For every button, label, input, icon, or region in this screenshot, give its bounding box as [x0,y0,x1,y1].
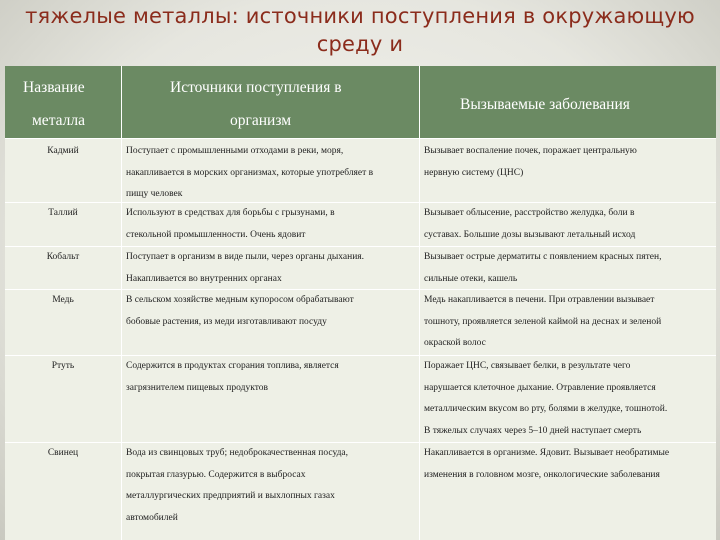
source-line: В сельском хозяйстве медным купоросом обрабатывают [126,295,354,305]
source-line: пищу человек [126,189,183,200]
source-line: стекольной промышленности. Очень ядовит [126,229,306,240]
source-text [126,141,373,206]
source-line: накапливается в морских организмах, которые употребляет в [126,167,374,178]
source-text [126,356,339,399]
disease-line: сильные отеки, кашель [424,273,518,284]
disease-text [424,443,669,486]
disease-text [424,247,661,290]
metal-name: Кадмий [47,146,79,156]
disease-line: Медь накапливается в печени. При отравлении вызывает [424,295,655,305]
source-line: покрытая глазурью. Содержится в выбросах [126,469,306,480]
header-disease: Вызываемые заболевания [460,96,630,113]
disease-line: Вызывает воспаление почек, поражает центральную [424,146,637,156]
metal-name: Свинец [47,448,79,458]
disease-text [424,203,635,246]
metals-table [5,66,716,540]
header-source-line-2: организм [230,112,292,129]
source-line: загрязнителем пищевых продуктов [126,382,268,393]
disease-text [424,141,637,184]
disease-line: нервную систему (ЦНС) [424,167,524,178]
disease-line: окраской волос [424,338,486,349]
source-line: Используют в средствах для борьбы с грызунами, в [126,208,335,218]
header-cell-source [122,66,419,138]
disease-line: В тяжелых случаях через 5–10 дней наступает смерть [424,426,642,437]
source-line: автомобилей [126,513,178,524]
disease-line: суставах. Большие дозы вызывают летальный исход [424,229,636,240]
source-line: Вода из свинцовых труб; недоброкачественная посуда, [126,448,349,458]
source-line: Содержится в продуктах сгорания топлива, является [126,361,339,371]
disease-line: нарушается клеточное дыхание. Отравление проявляется [424,382,656,393]
disease-text [424,356,667,443]
source-line: металлургических предприятий и выхлопных газах [126,491,335,502]
disease-line: Накапливается в организме. Ядовит. Вызывает необратимые [424,448,670,458]
disease-line: Поражает ЦНС, связывает белки, в результате чего [424,361,631,371]
source-line: Поступает с промышленными отходами в реки, моря, [126,146,344,156]
header-name-line-1: Название [23,79,85,96]
metal-name: Кобальт [46,252,80,262]
metal-name: Медь [52,295,74,305]
title-line-1: тяжелые металлы: источники поступления в окружающую среду и [25,4,695,56]
disease-line: изменения в головном мозге, онкологические заболевания [424,469,660,480]
row-divider [5,138,716,139]
source-line: Накапливается во внутренних органах [126,273,282,284]
metal-name: Ртуть [51,361,75,371]
metal-name: Таллий [48,208,78,218]
disease-line: Вызывает острые дерматиты с появлением красных пятен, [424,252,662,262]
disease-line: металлическим вкусом во рту, болями в желудке, тошнотой. [424,404,668,415]
source-line: бобовые растения, из меди изготавливают посуду [126,316,327,327]
header-name-line-2: металла [32,112,86,129]
source-text [126,203,335,246]
disease-line: тошноту, проявляется зеленой каймой на деснах и зеленой [424,316,662,327]
source-text [126,443,348,530]
header-cell-name [5,66,121,138]
header-cell-disease [420,66,716,138]
source-text [126,290,354,333]
disease-text [424,290,661,355]
source-text [126,247,364,290]
source-line: Поступает в организм в виде пыли, через органы дыхания. [126,252,365,262]
header-source-line-1: Источники поступления в [170,79,342,96]
disease-line: Вызывает облысение, расстройство желудка, боли в [424,208,635,218]
